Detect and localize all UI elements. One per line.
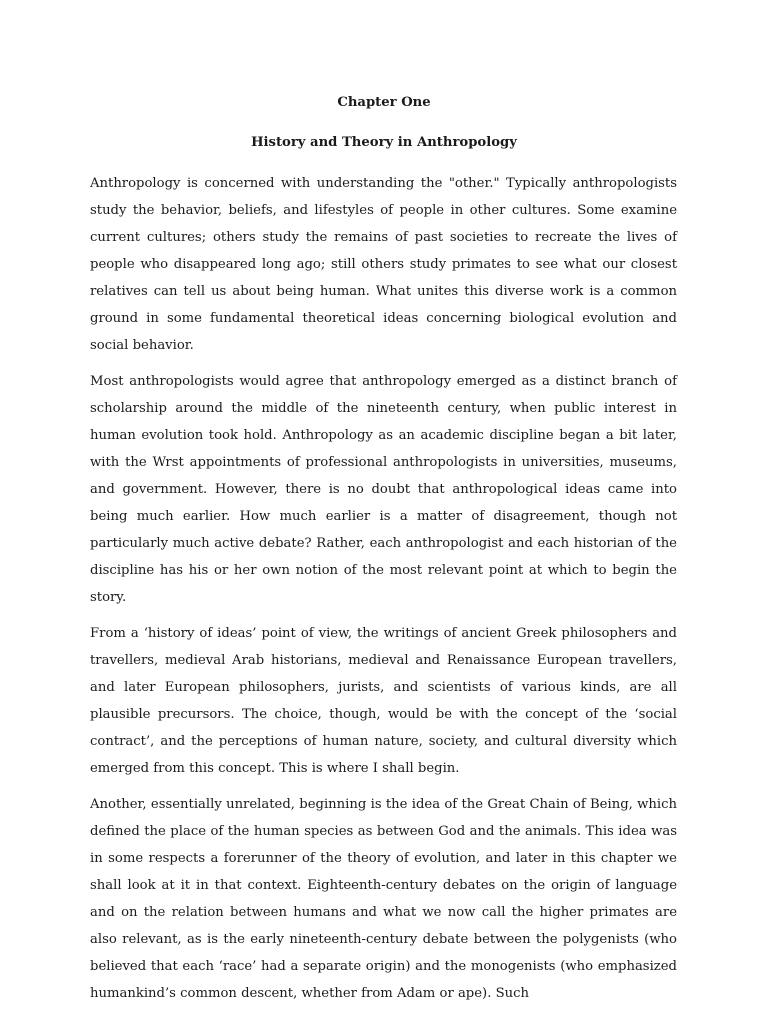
chapter-title: History and Theory in Anthropology [251,135,517,150]
paragraph-2: Most anthropologists would agree that anthropology emerged as a distinct branch of scholarship around the middle of the nineteenth century, when public interest in human evolution took hold. Anthropology as an academic discipline began a bit later, with the Wrst appointments of professional anthropologists in universities, museums, and government. However, there is no doubt that anthropological ideas came into being much earlier. How much earlier is a matter of disagreement, though not particularly much active debate? Rather, each anthropologist and each historian of the discipline has his or her own notion of the most relevant point at which to begin the story. [90,374,677,605]
paragraph-4: Another, essentially unrelated, beginning is the idea of the Great Chain of Being, which defined the place of the human species as between God and the animals. This idea was in some respects a forerunner of the theory of evolution, and later in this chapter we shall look at it in that context. Eighteenth-century debates on the origin of language and on the relation between humans and what we now call the higher primates are also relevant, as is the early nineteenth-century debate between the polygenists (who believed that each ‘race’ had a separate origin) and the monogenists (who emphasized humankind’s common descent, whether from Adam or ape). Such [90,797,677,1001]
paragraph-3: From a ‘history of ideas’ point of view, the writings of ancient Greek philosophers and travellers, medieval Arab historians, medieval and Renaissance European travellers, and later European philosophers, jurists, and scientists of various kinds, are all plausible precursors. The choice, though, would be with the concept of the ‘social contract’, and the perceptions of human nature, society, and cultural diversity which emerged from this concept. This is where I shall begin. [90,626,677,776]
paragraph-1: Anthropology is concerned with understanding the "other." Typically anthropologists study the behavior, beliefs, and lifestyles of people in other cultures. Some examine current cultures; others study the remains of past societies to recreate the lives of people who disappeared long ago; still others study primates to see what our closest relatives can tell us about being human. What unites this diverse work is a common ground in some fundamental theoretical ideas concerning biological evolution and social behavior. [90,176,677,353]
chapter-label: Chapter One [337,95,431,110]
body-text [90,170,677,1016]
